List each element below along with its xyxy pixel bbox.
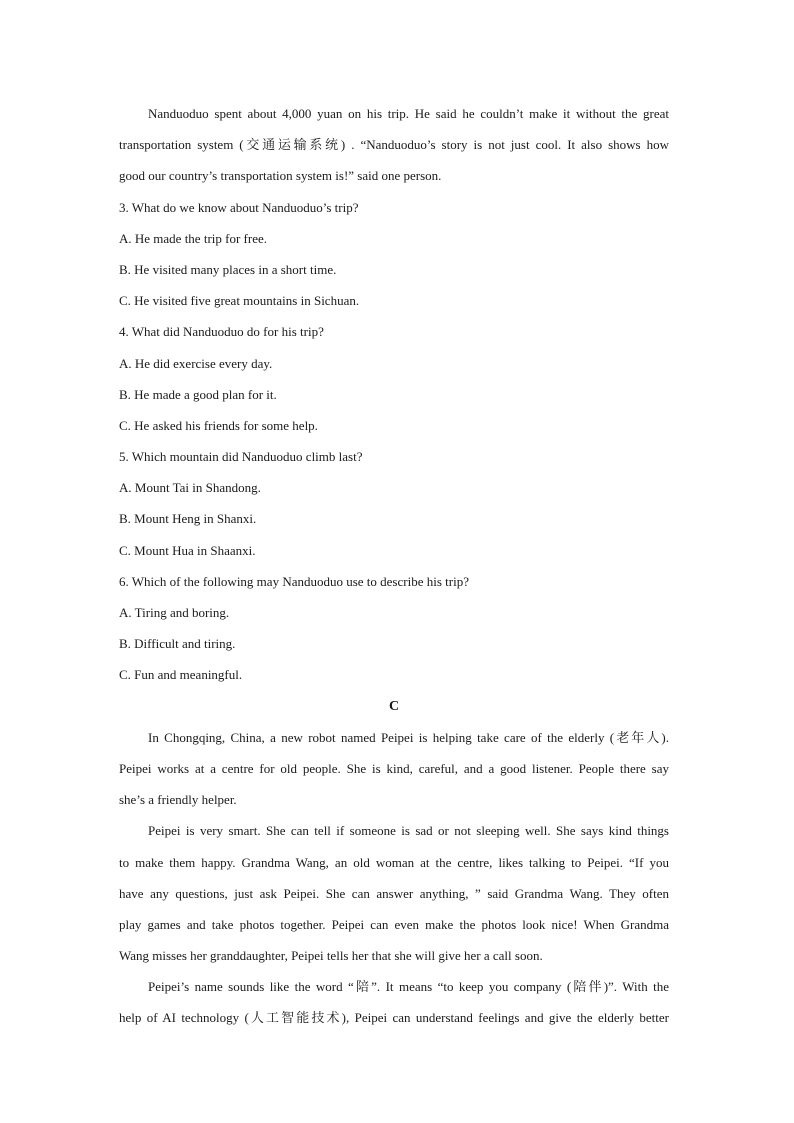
- text-line: to make them happy. Grandma Wang, an old woman at the centre, likes talking to Peipei. “If you: [119, 854, 669, 870]
- text-line: good our country’s transportation system is!” said one person.: [119, 168, 442, 184]
- text-line: Peipei’s name sounds like the word “陪”. It means “to keep you company (陪伴)”. With the: [148, 979, 669, 995]
- answer-option-a: A. Tiring and boring.: [119, 605, 230, 620]
- answer-option-b: B. He visited many places in a short time.: [119, 261, 337, 277]
- text-line: play games and take photos together. Peipei can even make the photos look nice! When Grandma: [119, 916, 669, 932]
- paragraph-robot-smart: [119, 815, 669, 971]
- answer-option-c: C. He asked his friends for some help.: [119, 417, 318, 433]
- text-line: Wang misses her granddaughter, Peipei tells her that she will give her a call soon.: [119, 948, 543, 964]
- text-line: she’s a friendly helper.: [119, 792, 237, 808]
- question-stem: 5. Which mountain did Nanduoduo climb last?: [119, 449, 363, 465]
- question-3: [119, 192, 669, 317]
- answer-option-c: C. Fun and meaningful.: [119, 667, 243, 683]
- paragraph-trip-summary: [119, 98, 669, 192]
- question-stem: 4. What did Nanduoduo do for his trip?: [119, 324, 324, 340]
- answer-option-b: B. He made a good plan for it.: [119, 386, 277, 402]
- question-stem: 6. Which of the following may Nanduoduo use to describe his trip?: [119, 573, 469, 589]
- text-line: help of AI technology (人工智能技术), Peipei can understand feelings and give the elderly better: [119, 1010, 669, 1026]
- answer-option-b: B. Mount Heng in Shanxi.: [119, 511, 257, 527]
- paragraph-robot-name: [119, 971, 669, 1033]
- section-heading: C: [388, 698, 400, 714]
- answer-option-b: B. Difficult and tiring.: [119, 636, 236, 652]
- question-6: [119, 566, 669, 691]
- paragraph-robot-intro: [119, 722, 669, 816]
- text-line: Peipei works at a centre for old people. She is kind, careful, and a good listener. People there say: [119, 760, 669, 776]
- question-5: [119, 441, 669, 566]
- text-line: In Chongqing, China, a new robot named Peipei is helping take care of the elderly (老年人).: [148, 729, 669, 745]
- text-line: have any questions, just ask Peipei. She can answer anything, ” said Grandma Wang. They often: [119, 885, 669, 901]
- question-stem: 3. What do we know about Nanduoduo’s trip?: [119, 199, 359, 215]
- question-4: [119, 316, 669, 441]
- section-c: [119, 691, 669, 1034]
- text-line: Peipei is very smart. She can tell if someone is sad or not sleeping well. She says kind things: [148, 823, 669, 839]
- answer-option-a: A. He did exercise every day.: [119, 355, 273, 371]
- document-page: [119, 98, 669, 1034]
- answer-option-c: C. Mount Hua in Shaanxi.: [119, 542, 256, 558]
- text-line: Nanduoduo spent about 4,000 yuan on his trip. He said he couldn’t make it without the great: [148, 106, 669, 121]
- answer-option-a: A. Mount Tai in Shandong.: [119, 480, 261, 496]
- answer-option-c: C. He visited five great mountains in Sichuan.: [119, 293, 360, 309]
- text-line: transportation system (交通运输系统) . “Nanduoduo’s story is not just cool. It also shows how: [119, 137, 669, 153]
- answer-option-a: A. He made the trip for free.: [119, 230, 267, 246]
